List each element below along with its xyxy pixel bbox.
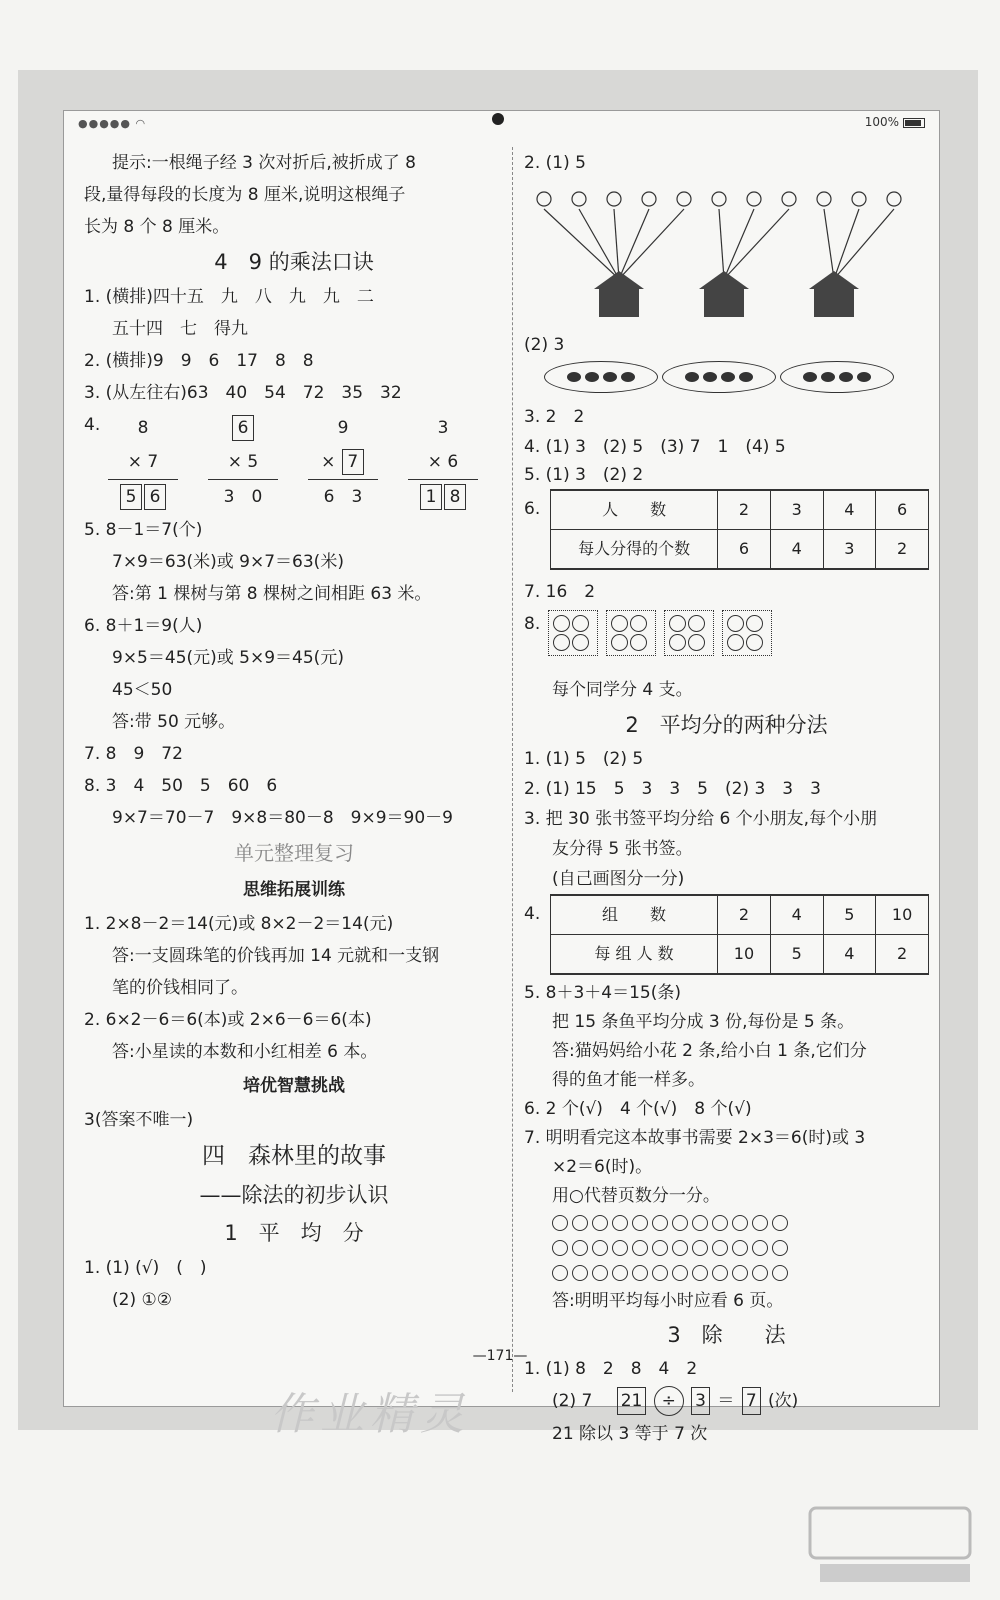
subsection-title: 思维拓展训练 — [243, 880, 345, 900]
answer-box: 6 — [144, 484, 166, 510]
answer-line: 笔的价钱相同了。 — [112, 978, 248, 998]
answer-line: 2. (1) 5 — [524, 153, 586, 173]
section-title: 4 9 的乘法口诀 — [214, 250, 374, 274]
vertical-multiplications — [108, 411, 478, 514]
circle-group — [548, 610, 598, 656]
site-logo-icon — [800, 1500, 980, 1590]
table-row: 每人分得的个数 6 4 3 2 — [551, 530, 929, 570]
answer-line: 7×9＝63(米)或 9×7＝63(米) — [112, 552, 344, 572]
answer-line: 把 15 条鱼平均分成 3 份,每份是 5 条。 — [552, 1012, 855, 1032]
mult-mid: × 7 — [308, 445, 378, 479]
mult-mid: × 5 — [227, 452, 259, 472]
answer-line: 答:第 1 棵树与第 8 棵树之间相距 63 米。 — [112, 584, 432, 604]
answer-line: 2. (横排)9 9 6 17 8 8 — [84, 351, 314, 371]
division-equation: (2) 7 21 ÷ 3 ＝ 7 (次) — [524, 1384, 929, 1418]
answer-line: 用○代替页数分一分。 — [552, 1186, 720, 1206]
answer-line: 得的鱼才能一样多。 — [552, 1070, 705, 1090]
battery-indicator: 100% — [865, 115, 925, 129]
rabbit-house-illustration — [524, 179, 929, 329]
answer-line: 2. 6×2－6＝6(本)或 2×6－6＝6(本) — [84, 1010, 372, 1030]
left-column — [84, 147, 504, 1316]
house-icon — [594, 271, 859, 317]
answer-line: 答:猫妈妈给小花 2 条,给小白 1 条,它们分 — [552, 1041, 867, 1061]
page-scan — [18, 70, 978, 1444]
answer-line: 3. 2 2 — [524, 407, 585, 427]
answer-line: (2) ①② — [112, 1290, 172, 1310]
answer-line: 2. (1) 15 5 3 3 5 (2) 3 3 3 — [524, 779, 821, 799]
answer-label: 6. — [524, 499, 541, 519]
answer-line: 4. (1) 3 (2) 5 (3) 7 1 (4) 5 — [524, 437, 786, 457]
answer-line: 8. 3 4 50 5 60 6 — [84, 776, 278, 796]
mult-top: 9 — [337, 418, 349, 438]
seed-group — [662, 361, 776, 393]
answer-line: 5. 8－1＝7(个) — [84, 520, 203, 540]
seed-groups — [524, 361, 929, 393]
column-divider — [512, 147, 513, 1392]
watermark: 作业精灵 — [270, 1389, 470, 1440]
answer-line: 1. (1) (√) ( ) — [84, 1258, 207, 1278]
pencil-groups — [524, 608, 929, 674]
camera-icon — [492, 113, 504, 125]
table-row: 人 数 2 3 4 6 — [551, 490, 929, 530]
table-row: 每 组 人 数 10 5 4 2 — [551, 935, 929, 975]
answer-box: 3 — [691, 1387, 710, 1415]
vertical-mult-4 — [408, 411, 478, 514]
answer-line: 7. 明明看完这本故事书需要 2×3＝6(时)或 3 — [524, 1128, 866, 1148]
table-6 — [550, 489, 929, 570]
answer-box: 21 — [617, 1387, 647, 1415]
subsection-title: 培优智慧挑战 — [243, 1076, 345, 1096]
mult-result — [408, 479, 478, 514]
answer-box: 8 — [444, 484, 466, 510]
answer-line: 答:一支圆珠笔的价钱再加 14 元就和一支钢 — [112, 946, 440, 966]
divide-symbol: ÷ — [654, 1386, 684, 1416]
answer-line: 5. 8＋3＋4＝15(条) — [524, 983, 681, 1003]
answer-line: 6. 2 个(√) 4 个(√) 8 个(√) — [524, 1099, 752, 1119]
battery-icon — [903, 118, 925, 128]
answer-box: 6 — [232, 415, 254, 441]
answer-label: 4. — [524, 904, 541, 924]
answer-line: 3. (从左往右)63 40 54 72 35 32 — [84, 383, 402, 403]
answer-line: 1. 2×8－2＝14(元)或 8×2－2＝14(元) — [84, 914, 394, 934]
answer-line: 1. (1) 5 (2) 5 — [524, 749, 644, 769]
answer-line: 45＜50 — [112, 680, 173, 700]
section-title: 2 平均分的两种分法 — [625, 713, 828, 737]
answer-line: 7. 8 9 72 — [84, 744, 183, 764]
table-4-block — [524, 894, 929, 975]
answer-label: 4. — [84, 415, 101, 435]
answer-line: 友分得 5 张书签。 — [552, 839, 693, 859]
answer-line: 答:带 50 元够。 — [112, 712, 236, 732]
hint-line: 长为 8 个 8 厘米。 — [84, 217, 230, 237]
answer-line: 答:明明平均每小时应看 6 页。 — [552, 1291, 784, 1311]
answer-line: 五十四 七 得九 — [112, 319, 248, 339]
table-row: 组 数 2 4 5 10 — [551, 895, 929, 935]
answer-line: (自己画图分一分) — [552, 869, 685, 889]
circle-group — [606, 610, 656, 656]
answer-box: 7 — [342, 449, 364, 475]
vertical-mult-3 — [308, 411, 378, 514]
answer-line: 3(答案不唯一) — [84, 1110, 194, 1130]
circle-groups — [548, 610, 780, 659]
answer-line: 21 除以 3 等于 7 次 — [552, 1424, 708, 1444]
chapter-subtitle: ——除法的初步认识 — [199, 1183, 389, 1207]
mult-top — [208, 411, 278, 445]
page-number: —171— — [472, 1348, 528, 1364]
rabbits-houses-svg — [524, 179, 924, 329]
mult-result: 6 3 — [308, 479, 378, 514]
answer-line: 每个同学分 4 支。 — [552, 680, 693, 700]
answer-line: 6. 8＋1＝9(人) — [84, 616, 203, 636]
answer-label: 8. — [524, 614, 541, 634]
answer-line: 3. 把 30 张书签平均分给 6 个小朋友,每个小朋 — [524, 809, 878, 829]
seed-group — [780, 361, 894, 393]
answer-line: 答:小星读的本数和小红相差 6 本。 — [112, 1042, 378, 1062]
mult-mid: × 7 — [127, 452, 159, 472]
chapter-title: 四 森林里的故事 — [202, 1143, 386, 1169]
mult-result — [108, 479, 178, 514]
answer-box: 5 — [120, 484, 142, 510]
section-title: 1 平 均 分 — [224, 1221, 364, 1245]
circle-group — [722, 610, 772, 656]
circle-group — [664, 610, 714, 656]
answer-line: 7. 16 2 — [524, 582, 596, 602]
page-circles — [524, 1211, 929, 1286]
answer-line: 9×5＝45(元)或 5×9＝45(元) — [112, 648, 344, 668]
right-column — [524, 147, 929, 1450]
seed-group — [544, 361, 658, 393]
mult-top: 8 — [137, 418, 149, 438]
hint-line: 提示:一根绳子经 3 次对折后,被折成了 8 — [112, 153, 416, 173]
hint-line: 段,量得每段的长度为 8 厘米,说明这根绳子 — [84, 185, 406, 205]
answer-line: 1. (1) 8 2 8 4 2 — [524, 1359, 698, 1379]
answer-line: (2) 3 — [524, 335, 565, 355]
answer-line: 5. (1) 3 (2) 2 — [524, 465, 644, 485]
signal-icon: ●●●●● ◠ — [78, 117, 147, 130]
rabbit-icon — [537, 192, 901, 206]
answer-box: 1 — [420, 484, 442, 510]
answer-line: ×2＝6(时)。 — [552, 1157, 653, 1177]
vertical-mult-1 — [108, 411, 178, 514]
section-title: 3 除 法 — [667, 1323, 786, 1347]
vertical-mult-2 — [208, 411, 278, 514]
answer-line: 1. (横排)四十五 九 八 九 九 二 — [84, 287, 374, 307]
table-6-block — [524, 489, 929, 570]
mult-top: 3 — [437, 418, 449, 438]
mult-result: 3 0 — [208, 479, 278, 514]
mult-mid: × 6 — [427, 452, 459, 472]
table-4 — [550, 894, 929, 975]
review-title: 单元整理复习 — [234, 841, 354, 865]
status-bar — [64, 111, 939, 137]
answer-line: 9×7＝70－7 9×8＝80－8 9×9＝90－9 — [112, 808, 453, 828]
answer-box: 7 — [742, 1387, 761, 1415]
